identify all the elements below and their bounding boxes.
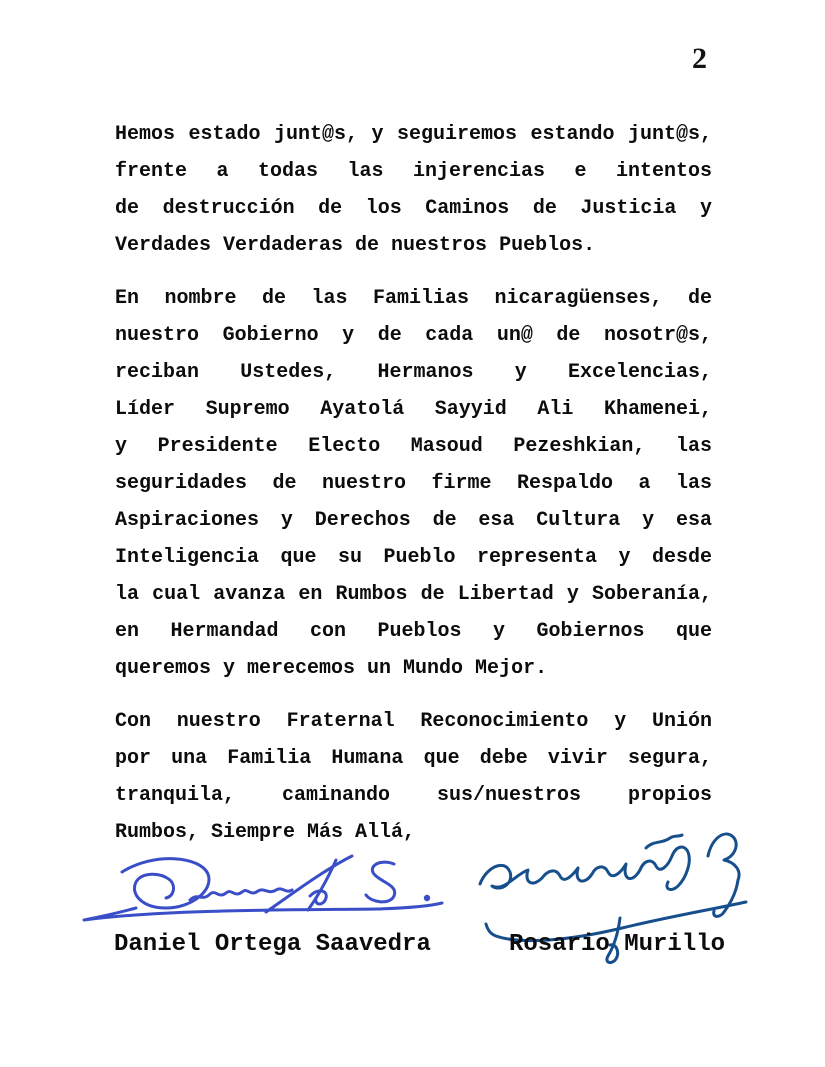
paragraph-2-line: y Presidente Electo Masoud Pezeshkian, las — [115, 435, 712, 458]
paragraph-2-line: En nombre de las Familias nicaragüenses, de — [115, 287, 712, 310]
signatory-name-rosario-murillo: Rosario Murillo — [509, 931, 726, 958]
paragraph-3-line: por una Familia Humana que debe vivir segura, — [115, 747, 712, 770]
paragraph-3-line: tranquila, caminando sus/nuestros propios — [115, 784, 712, 807]
paragraph-2-line: la cual avanza en Rumbos de Libertad y Soberanía, — [115, 583, 712, 606]
paragraph-1-line: de destrucción de los Caminos de Justicia y — [115, 197, 712, 220]
paragraph-2-line: en Hermandad con Pueblos y Gobiernos que — [115, 620, 712, 643]
letter-body — [115, 116, 712, 867]
paragraph-2-line: Líder Supremo Ayatolá Sayyid Ali Khamenei, — [115, 398, 712, 421]
paragraph-3-line: Rumbos, Siempre Más Allá, — [115, 821, 416, 844]
paragraph-1 — [115, 116, 712, 264]
paragraph-1-line: Verdades Verdaderas de nuestros Pueblos. — [115, 234, 596, 257]
signatory-name-daniel-ortega: Daniel Ortega Saavedra — [114, 931, 431, 958]
paragraph-2 — [115, 280, 712, 687]
paragraph-2-line: Aspiraciones y Derechos de esa Cultura y esa — [115, 509, 712, 532]
paragraph-3-line: Con nuestro Fraternal Reconocimiento y Unión — [115, 710, 712, 733]
paragraph-2-line: seguridades de nuestro firme Respaldo a las — [115, 472, 712, 495]
page-number: 2 — [692, 42, 707, 75]
paragraph-2-line: queremos y merecemos un Mundo Mejor. — [115, 657, 548, 680]
paragraph-2-line: reciban Ustedes, Hermanos y Excelencias, — [115, 361, 712, 384]
daniel-ortega-signature-image — [78, 846, 450, 930]
paragraph-2-line: nuestro Gobierno y de cada un@ de nosotr@s, — [115, 324, 712, 347]
paragraph-1-line: frente a todas las injerencias e intentos — [115, 160, 712, 183]
paragraph-2-line: Inteligencia que su Pueblo representa y desde — [115, 546, 712, 569]
paragraph-1-line: Hemos estado junt@s, y seguiremos estando junt@s, — [115, 123, 712, 146]
